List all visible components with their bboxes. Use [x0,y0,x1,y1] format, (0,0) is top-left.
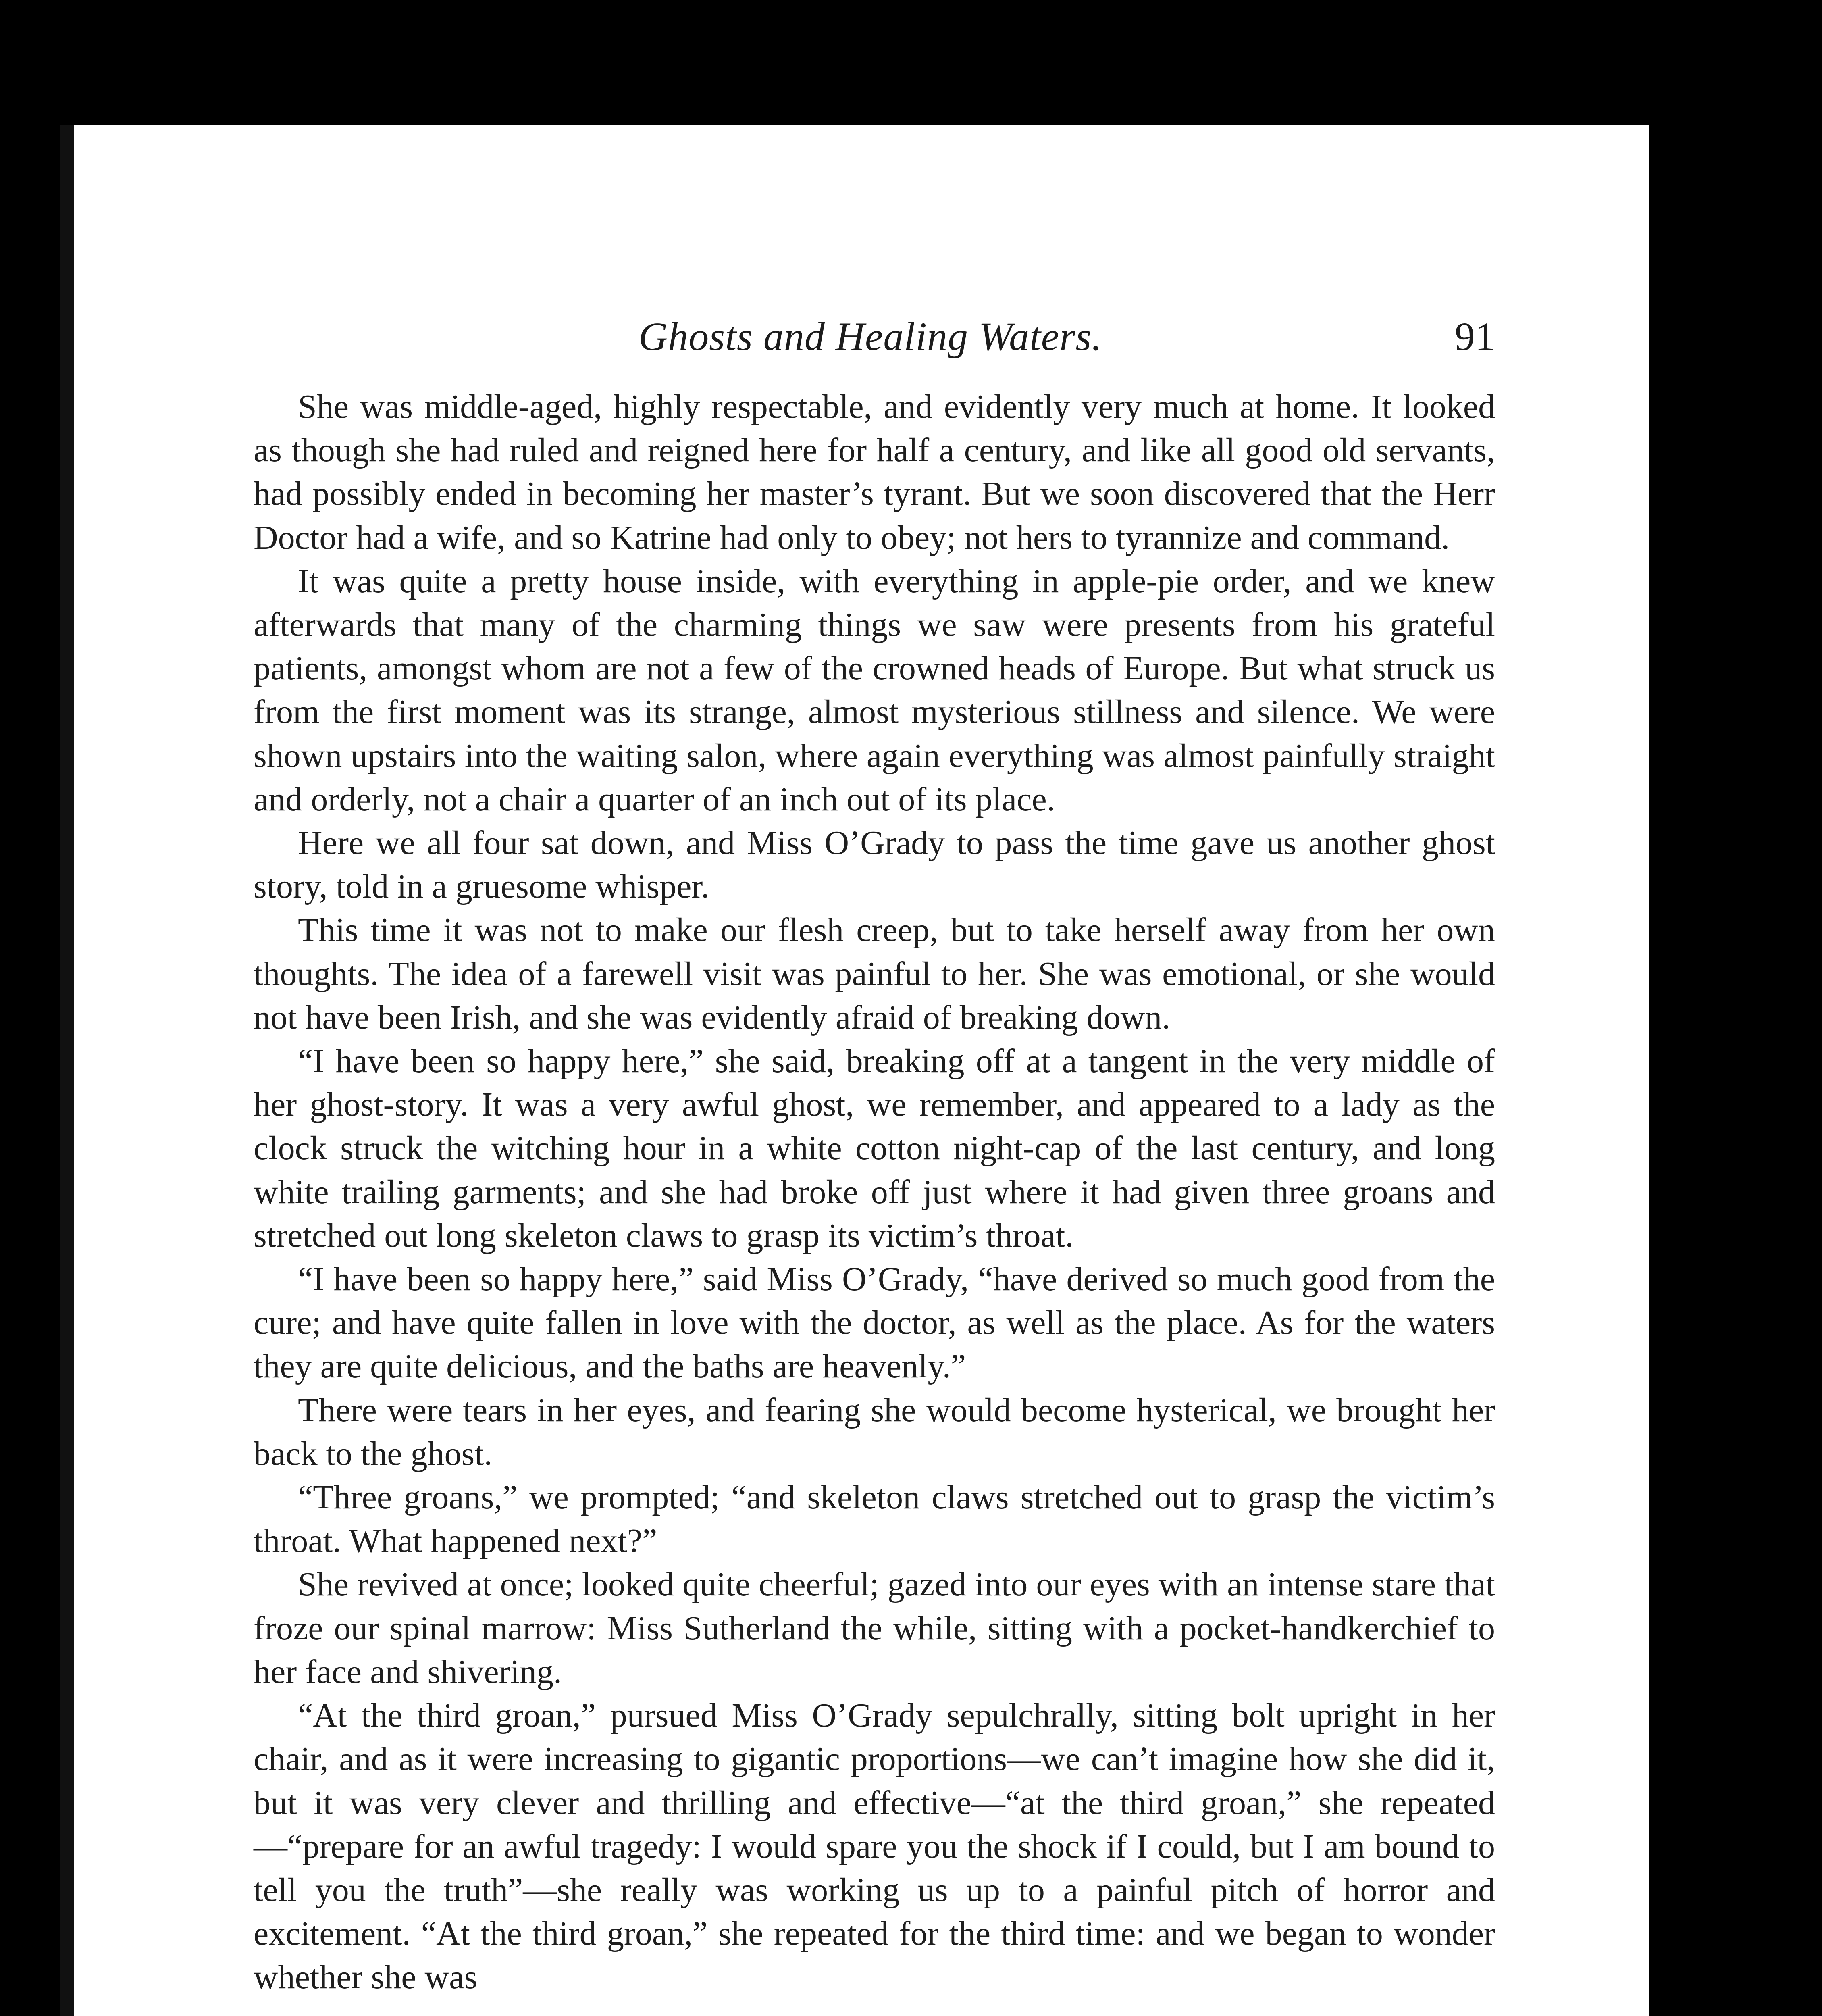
running-head-title: Ghosts and Healing Waters. [639,314,1102,359]
paragraph: This time it was not to make our flesh creep, but to take herself away from her own thoughts. The idea of a farewell visit was painful to her. She was emotional, or she would not have been Irish, and she was evidently afraid of breaking down. [254,911,1495,1036]
paragraph: There were tears in her eyes, and fearing she would become hysterical, we brought her back to the ghost. [254,1391,1495,1472]
page-number: 91 [1455,314,1495,359]
paragraph: Here we all four sat down, and Miss O’Grady to pass the time gave us another ghost story, told in a gruesome whisper. [254,824,1495,906]
paragraph: She was middle-aged, highly respectable, and evidently very much at home. It looked as though she had ruled and reigned here for half a century, and like all good old servants, had possibly ended in becoming her master’s tyrant. But we soon discovered that the Herr Doctor had a wife, and so Katrine had only to obey; not hers to tyrannize and command. [254,388,1495,556]
paragraph: “I have been so happy here,” said Miss O’Grady, “have derived so much good from the cure; and have quite fallen in love with the doctor, as well as the place. As for the waters they are quite delicious, and the baths are heavenly.” [254,1260,1495,1385]
page-content [74,125,1662,2016]
running-head [254,306,1495,367]
book-page [60,125,1649,2016]
body-text [254,385,1495,1999]
paragraph: “At the third groan,” pursued Miss O’Grady sepulchrally, sitting bolt upright in her chair, and as it were increasing to gigantic proportions—we can’t imagine how she did it, but it was very clever and thrilling and effective—“at the third groan,” she repeated—“prepare for an awful tragedy: I would spare you the shock if I could, but I am bound to tell you the truth”—she really was working us up to a painful pitch of horror and excitement. “At the third groan,” she repeated for the third time: and we began to wonder whether she was [254,1697,1495,1996]
paragraph: “I have been so happy here,” she said, breaking off at a tangent in the very middle of her ghost-story. It was a very awful ghost, we remember, and appeared to a lady as the clock struck the witching hour in a white cotton night-cap of the last century, and long white trailing garments; and she had broke off just where it had given three groans and stretched out long skeleton claws to grasp its victim’s throat. [254,1042,1495,1254]
paragraph: It was quite a pretty house inside, with everything in apple-pie order, and we knew afterwards that many of the charming things we saw were presents from his grateful patients, amongst whom are not a few of the crowned heads of Europe. But what struck us from the first moment was its strange, almost mysterious stillness and silence. We were shown upstairs into the waiting salon, where again everything was almost painfully straight and orderly, not a chair a quarter of an inch out of its place. [254,562,1495,818]
paragraph: She revived at once; looked quite cheerful; gazed into our eyes with an intense stare that froze our spinal marrow: Miss Sutherland the while, sitting with a pocket-handkerchief to her face and shivering. [254,1566,1495,1691]
paragraph: “Three groans,” we prompted; “and skeleton claws stretched out to grasp the victim’s throat. What happened next?” [254,1479,1495,1560]
